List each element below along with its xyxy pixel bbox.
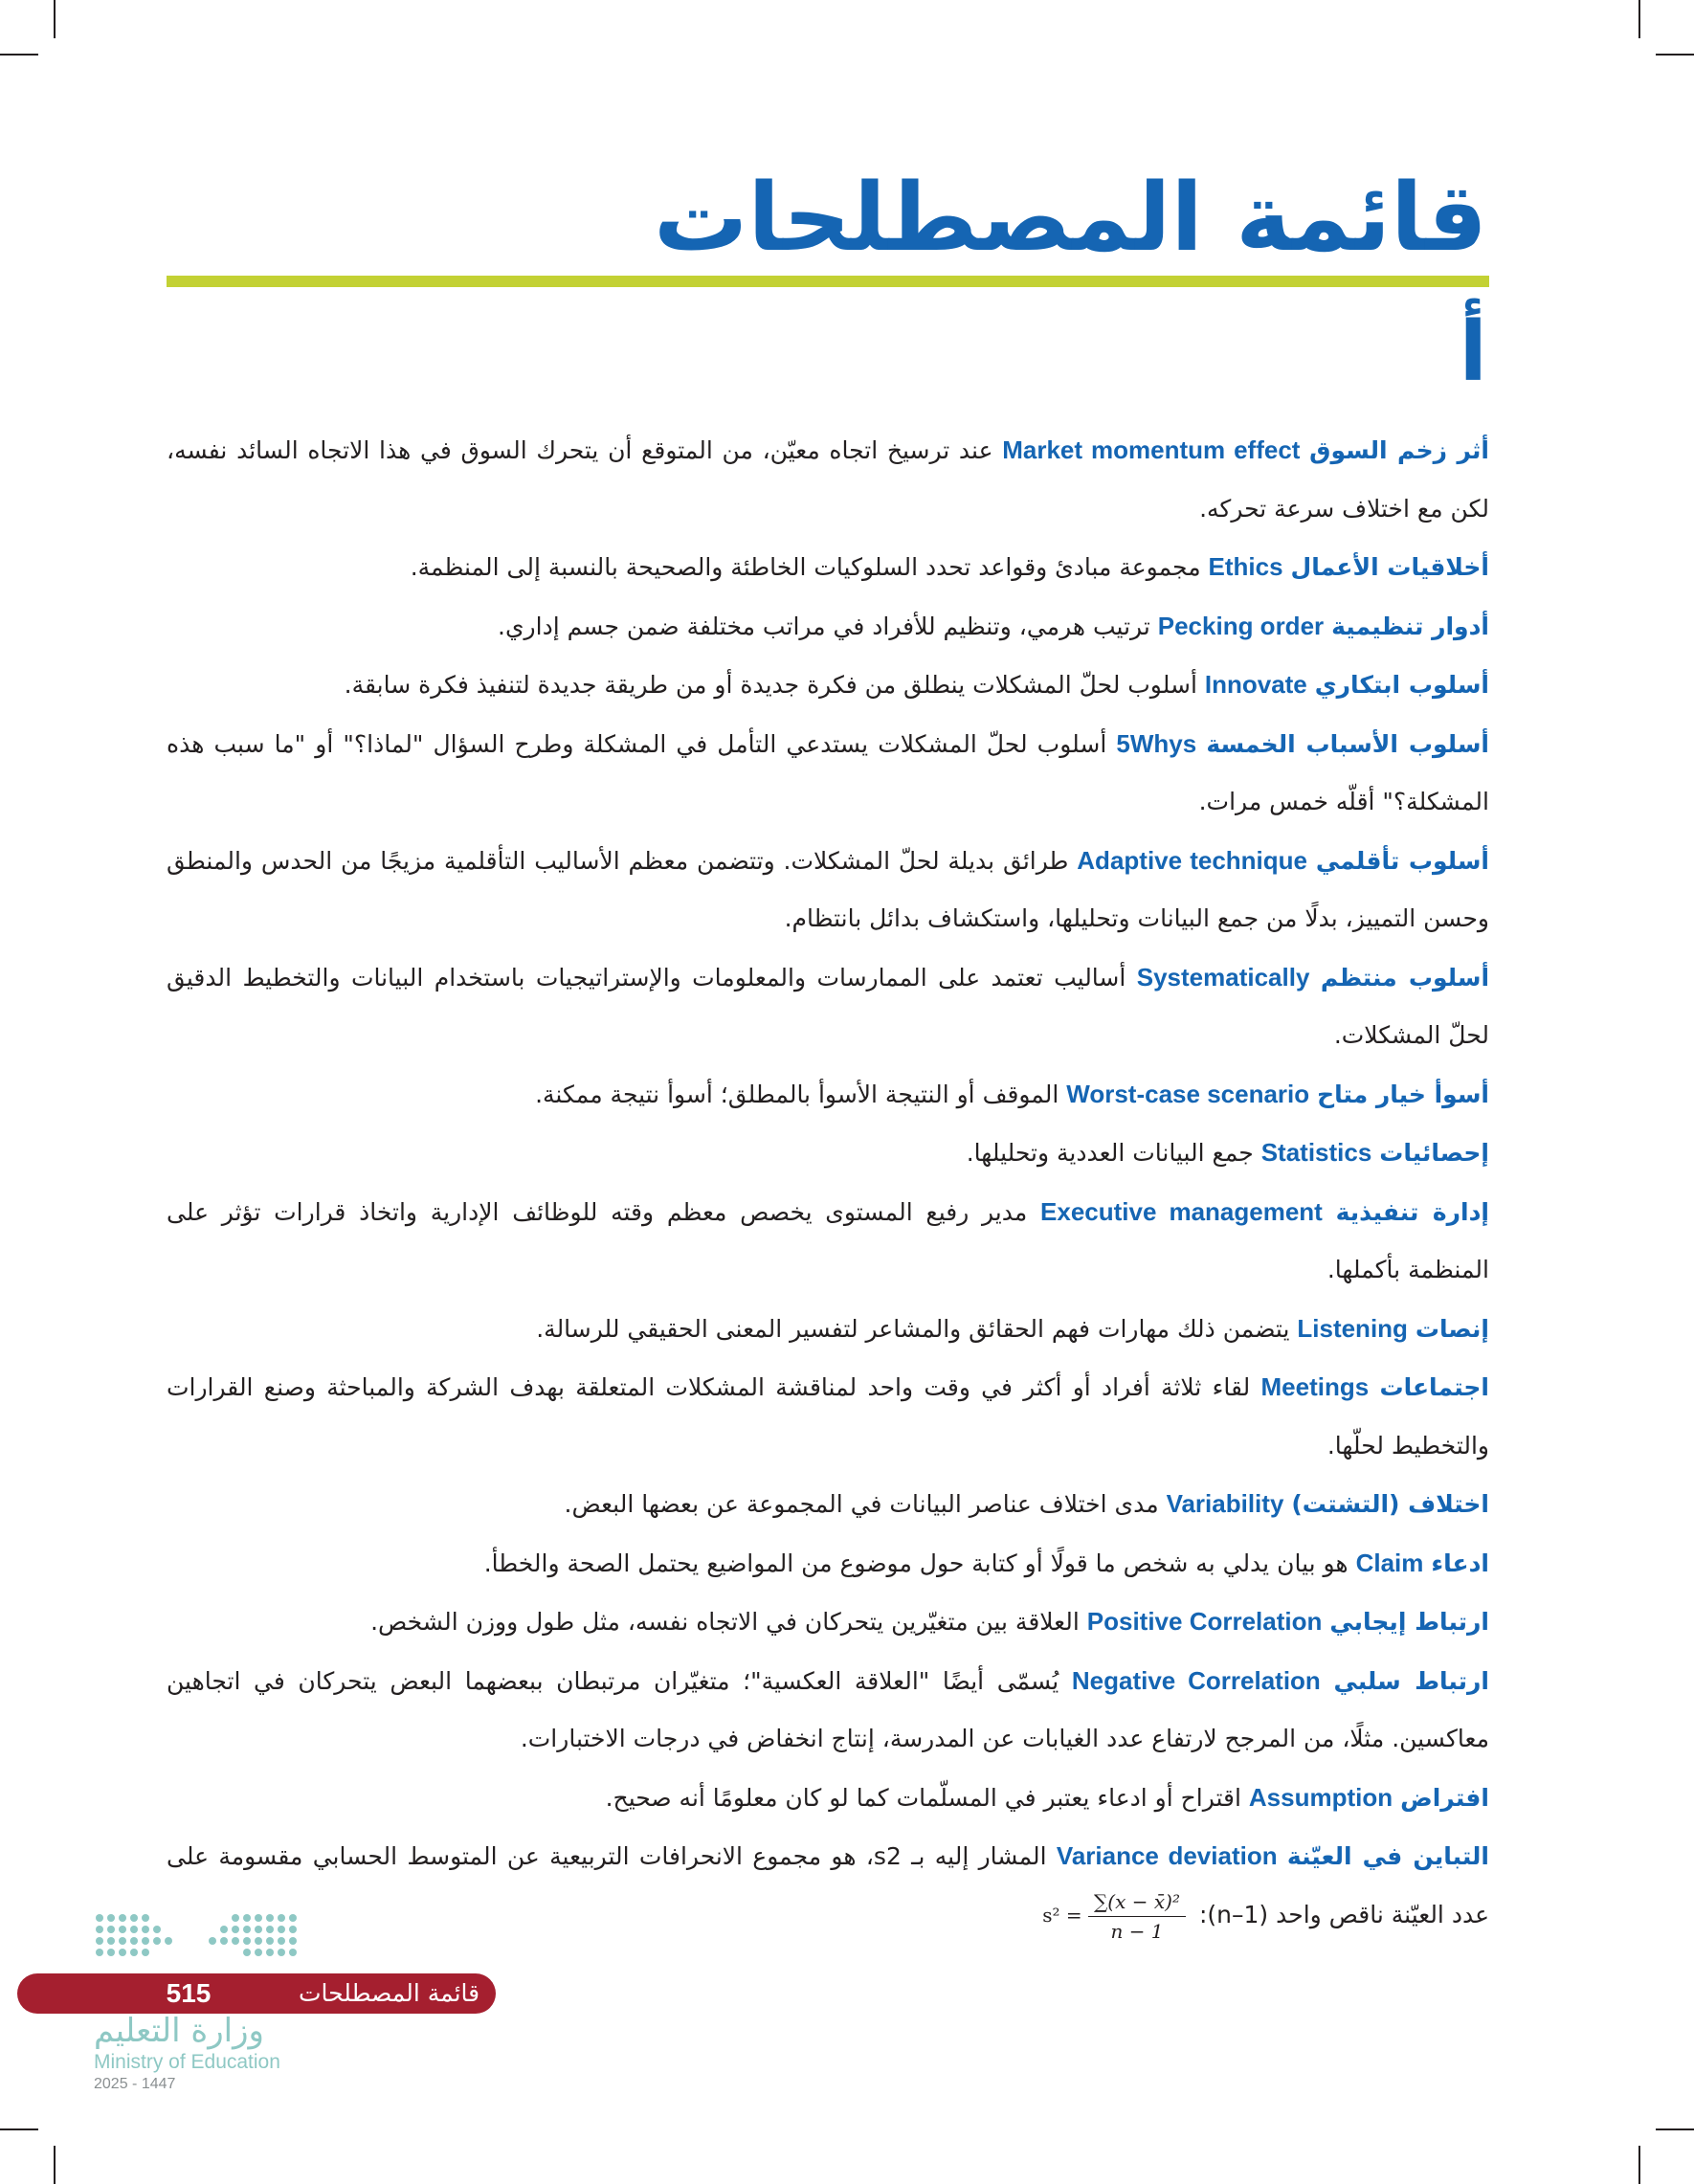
entry-term: إدارة تنفيذية bbox=[1335, 1197, 1489, 1226]
entry-term: أسلوب منتظم bbox=[1320, 963, 1490, 992]
entry-english: Worst-case scenario bbox=[1066, 1079, 1310, 1108]
entry-definition: مدير رفيع المستوى يخصص معظم وقته للوظائف الإدارية واتخاذ قرارات تؤثر على المنظمة بأكملها. bbox=[167, 1197, 1489, 1283]
glossary-entry bbox=[167, 656, 1489, 715]
entry-definition: العلاقة بين متغيّرين يتحركان في الاتجاه نفسه، مثل طول ووزن الشخص. bbox=[370, 1608, 1080, 1636]
glossary-entry bbox=[167, 715, 1489, 832]
formula-numerator: ∑(x − x̄)² bbox=[1088, 1887, 1186, 1917]
entry-english: 5Whys bbox=[1116, 728, 1197, 758]
crop-mark bbox=[0, 54, 38, 56]
entry-definition: مجموعة مبادئ وقواعد تحدد السلوكيات الخاطئة والصحيحة بالنسبة إلى المنظمة. bbox=[410, 553, 1201, 581]
entry-english: Listening bbox=[1297, 1313, 1408, 1343]
entry-definition: لقاء ثلاثة أفراد أو أكثر في وقت واحد لمناقشة المشكلات المتعلقة بهدف الشركة والمباحثة وصنع القرارات والتخطيط لحلّها. bbox=[167, 1373, 1489, 1460]
glossary-entry bbox=[167, 421, 1489, 538]
glossary-entry bbox=[167, 832, 1489, 948]
glossary-entry bbox=[167, 1827, 1489, 1946]
entry-definition: أسلوب لحلّ المشكلات يستدعي التأمل في المشكلة وطرح السؤال "لماذا؟" أو "ما سبب هذه المشكلة؟" أقلّه خمس مرات. bbox=[167, 729, 1489, 815]
footer-section-title: قائمة المصطلحات bbox=[299, 1979, 480, 2007]
entry-term: إحصائيات bbox=[1379, 1139, 1489, 1167]
formula-fraction bbox=[1088, 1887, 1186, 1946]
crop-mark bbox=[54, 2146, 56, 2184]
entry-english: Statistics bbox=[1260, 1138, 1372, 1167]
glossary-list bbox=[167, 421, 1489, 1946]
entry-definition: جمع البيانات العددية وتحليلها. bbox=[966, 1139, 1254, 1167]
glossary-entry bbox=[167, 948, 1489, 1065]
entry-term: افتراض bbox=[1400, 1783, 1489, 1812]
glossary-entry bbox=[167, 1652, 1489, 1769]
entry-definition: اقتراح أو ادعاء يعتبر في المسلّمات كما لو كان معلومًا أنه صحيح. bbox=[605, 1783, 1241, 1812]
crop-mark bbox=[1656, 54, 1694, 56]
page-number: 515 bbox=[166, 1978, 212, 2008]
glossary-entry bbox=[167, 1593, 1489, 1652]
entry-term: أثر زخم السوق bbox=[1309, 436, 1490, 464]
entry-english: Variance deviation bbox=[1056, 1841, 1278, 1870]
entry-definition: ترتيب هرمي، وتنظيم للأفراد في مراتب مختلفة ضمن جسم إداري. bbox=[498, 612, 1150, 640]
glossary-entry bbox=[167, 1769, 1489, 1828]
entry-term: اختلاف (التشتت) bbox=[1291, 1490, 1489, 1518]
formula-denominator: n − 1 bbox=[1110, 1919, 1164, 1943]
entry-english: Market momentum effect bbox=[1002, 435, 1301, 464]
entry-english: Systematically bbox=[1136, 962, 1310, 992]
entry-term: إنصات bbox=[1415, 1314, 1489, 1343]
entry-english: Ethics bbox=[1208, 552, 1283, 581]
glossary-entry bbox=[167, 1183, 1489, 1300]
glossary-entry bbox=[167, 1475, 1489, 1534]
glossary-entry bbox=[167, 1300, 1489, 1359]
entry-definition: أساليب تعتمد على الممارسات والمعلومات والإستراتيجيات باستخدام البيانات والتخطيط الدقيق لحلّ المشكلات. bbox=[167, 963, 1489, 1049]
entry-english: Pecking order bbox=[1157, 611, 1325, 640]
entry-term: أسلوب الأسباب الخمسة bbox=[1206, 729, 1489, 758]
entry-english: Adaptive technique bbox=[1077, 845, 1307, 875]
entry-english: Meetings bbox=[1260, 1372, 1370, 1401]
glossary-entry bbox=[167, 1534, 1489, 1593]
entry-term: أخلاقيات الأعمال bbox=[1290, 553, 1489, 581]
entry-term: أسلوب تأقلمي bbox=[1315, 846, 1489, 875]
crop-mark bbox=[1638, 0, 1640, 38]
edition-year: 2025 - 1447 bbox=[94, 2076, 176, 2092]
entry-term: ارتباط سلبي bbox=[1333, 1666, 1489, 1695]
entry-english: Claim bbox=[1355, 1548, 1424, 1577]
entry-english: Innovate bbox=[1204, 670, 1307, 699]
entry-definition: عند ترسيخ اتجاه معيّن، من المتوقع أن يتحرك السوق في هذا الاتجاه السائد نفسه، لكن مع اختلاف سرعة تحركه. bbox=[167, 436, 1489, 523]
ministry-name-arabic: وزارة التعليم bbox=[94, 2012, 264, 2050]
entry-term: التباين في العيّنة bbox=[1286, 1842, 1489, 1870]
ministry-name-english: Ministry of Education bbox=[94, 2051, 280, 2073]
entry-english: Assumption bbox=[1248, 1782, 1393, 1812]
entry-definition: يُسمّى أيضًا "العلاقة العكسية"؛ متغيّران مرتبطان ببعضهما البعض يتحركان في اتجاهين معاكسين. مثلًا، من المرجح لارتفاع عدد الغيابات عن المدرسة، إنتاج انخفاض في درجات الاختبارات. bbox=[167, 1666, 1489, 1752]
entry-definition: مدى اختلاف عناصر البيانات في المجموعة عن بعضها البعض. bbox=[564, 1490, 1159, 1518]
entry-term: أسوأ خيار متاح bbox=[1317, 1080, 1489, 1108]
crop-mark bbox=[1638, 2146, 1640, 2184]
entry-definition: أسلوب لحلّ المشكلات ينطلق من فكرة جديدة أو من طريقة جديدة لتنفيذ فكرة سابقة. bbox=[344, 671, 1197, 699]
ministry-logo-icon bbox=[92, 1910, 302, 1977]
entry-term: أسلوب ابتكاري bbox=[1314, 671, 1489, 699]
entry-term: أدوار تنظيمية bbox=[1331, 612, 1489, 640]
glossary-entry bbox=[167, 1065, 1489, 1125]
formula-lhs: s² = bbox=[1042, 1903, 1082, 1927]
glossary-entry bbox=[167, 1358, 1489, 1475]
entry-definition: يتضمن ذلك مهارات فهم الحقائق والمشاعر لتفسير المعنى الحقيقي للرسالة. bbox=[536, 1314, 1290, 1343]
entry-term: اجتماعات bbox=[1379, 1373, 1489, 1401]
entry-definition: طرائق بديلة لحلّ المشكلات. وتتضمن معظم الأساليب التأقلمية مزيجًا من الحدس والمنطق وحسن التمييز، بدلًا من جمع البيانات وتحليلها، واستكشاف بدائل بانتظام. bbox=[167, 846, 1489, 932]
crop-mark bbox=[1656, 2128, 1694, 2130]
entry-english: Variability bbox=[1166, 1489, 1284, 1518]
entry-english: Positive Correlation bbox=[1086, 1607, 1323, 1636]
entry-english: Executive management bbox=[1040, 1196, 1323, 1226]
glossary-entry bbox=[167, 597, 1489, 657]
entry-english: Negative Correlation bbox=[1071, 1665, 1321, 1695]
entry-term: ارتباط إيجابي bbox=[1329, 1608, 1489, 1636]
section-letter: أ bbox=[1459, 304, 1487, 400]
title-underline bbox=[167, 276, 1489, 287]
entry-definition: هو بيان يدلي به شخص ما قولًا أو كتابة حول موضوع من المواضيع يحتمل الصحة والخطأ. bbox=[483, 1549, 1349, 1577]
crop-mark bbox=[54, 0, 56, 38]
entry-definition: الموقف أو النتيجة الأسوأ بالمطلق؛ أسوأ نتيجة ممكنة. bbox=[535, 1080, 1059, 1108]
entry-term: ادعاء bbox=[1431, 1549, 1489, 1577]
variance-formula bbox=[1042, 1886, 1186, 1946]
glossary-entry bbox=[167, 538, 1489, 597]
page-title: قائمة المصطلحات bbox=[653, 164, 1487, 273]
glossary-entry bbox=[167, 1124, 1489, 1183]
crop-mark bbox=[0, 2128, 38, 2130]
entry-definition: المشار إليه بـ s2، هو مجموع الانحرافات التربيعية عن المتوسط الحسابي مقسومة على عدد العيّنة ناقص واحد (n–1): bbox=[167, 1842, 1489, 1928]
